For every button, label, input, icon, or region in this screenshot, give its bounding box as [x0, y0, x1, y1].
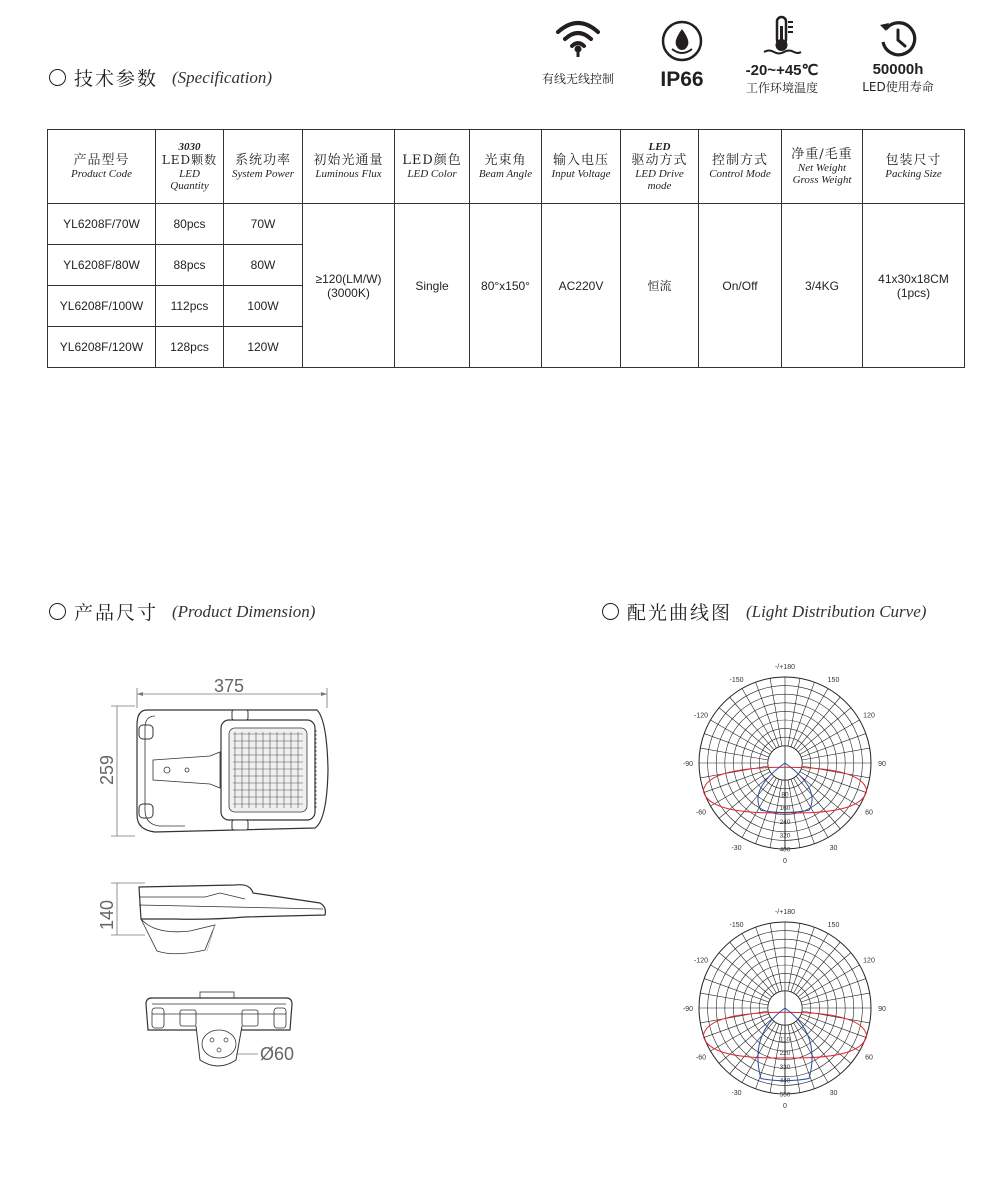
grid-spoke	[704, 769, 769, 793]
header-packing-size: 包装尺寸 Packing Size	[863, 130, 965, 204]
cell-system-power: 70W	[224, 204, 303, 245]
spec-header-row	[48, 130, 965, 204]
feature-temperature-label: 工作环境温度	[745, 81, 818, 95]
feature-wireless	[528, 18, 628, 87]
angle-label: 60	[865, 809, 873, 817]
grid-spoke	[770, 923, 782, 991]
feature-wireless-label: 有线无线控制	[541, 72, 614, 86]
wifi-icon	[553, 18, 603, 58]
section-bullet-icon	[602, 603, 619, 620]
angle-label: -30	[731, 1090, 742, 1098]
angle-label: -60	[695, 1054, 707, 1062]
light-distribution-chart-2	[680, 905, 890, 1115]
header-input-voltage: 输入电压 Input Voltage	[542, 130, 621, 204]
radial-value-label: 160	[779, 805, 791, 813]
feature-temperature-range: -20~+45℃	[745, 62, 819, 79]
grid-spoke	[788, 923, 800, 991]
angle-label: -150	[729, 676, 744, 684]
angle-label: 0	[783, 858, 787, 865]
side-view-drawing	[95, 875, 345, 965]
angle-label: -120	[693, 712, 709, 720]
angle-label: -90	[682, 1006, 694, 1013]
grid-spoke	[704, 734, 769, 758]
dimension-pole-label: Ø60	[260, 1044, 295, 1064]
dimension-height-label: 140	[97, 899, 117, 931]
cell-led-quantity: 80pcs	[156, 204, 224, 245]
angle-label: 120	[863, 957, 875, 965]
cell-product-code: YL6208F/70W	[48, 204, 156, 245]
cell-led-quantity: 128pcs	[156, 327, 224, 368]
grid-spoke	[802, 993, 870, 1005]
feature-temperature	[730, 14, 834, 96]
cell-weight: 3/4KG	[782, 204, 863, 368]
angle-label: -60	[695, 809, 707, 817]
spec-section-title	[49, 64, 272, 91]
thermometer-icon	[760, 14, 804, 58]
grid-spoke	[756, 682, 780, 747]
grid-spoke	[801, 979, 866, 1003]
grid-spoke	[788, 678, 800, 746]
radial-value-label: 220	[779, 1050, 791, 1058]
grid-spoke	[704, 979, 769, 1003]
angle-label: -/+180	[774, 664, 796, 671]
feature-lifetime-value: 50000h	[872, 61, 924, 78]
feature-lifetime	[846, 20, 950, 95]
cell-led-color: Single	[395, 204, 470, 368]
angle-label: 150	[827, 921, 840, 929]
angle-label: -150	[729, 921, 744, 929]
dimension-title-en: (Product Dimension)	[172, 601, 316, 621]
angle-label: 30	[829, 845, 838, 853]
curve-section-title	[602, 598, 926, 625]
curve-title-zh: 配光曲线图	[627, 602, 733, 624]
section-bullet-icon	[49, 603, 66, 620]
grid-spoke	[700, 993, 768, 1005]
cell-product-code: YL6208F/100W	[48, 286, 156, 327]
cell-beam-angle: 80°x150°	[470, 204, 542, 368]
header-led-color: LED颜色 LED Color	[395, 130, 470, 204]
radial-value-label: 240	[779, 818, 791, 826]
grid-spoke	[704, 1014, 769, 1038]
cell-system-power: 100W	[224, 286, 303, 327]
radial-value-label: 320	[779, 832, 791, 840]
cell-luminous-flux: ≥120(LM/W) (3000K)	[303, 204, 395, 368]
lifetime-clock-icon	[878, 20, 918, 58]
cell-system-power: 80W	[224, 245, 303, 286]
angle-label: 90	[878, 761, 886, 768]
cell-led-quantity: 112pcs	[156, 286, 224, 327]
table-row	[48, 204, 965, 245]
cell-product-code: YL6208F/120W	[48, 327, 156, 368]
header-control-mode: 控制方式 Control Mode	[699, 130, 782, 204]
angle-label: 90	[878, 1006, 886, 1013]
angle-label: -90	[682, 761, 694, 768]
dimension-depth-label: 259	[97, 754, 117, 786]
angle-label: 120	[863, 712, 875, 720]
feature-ip66	[642, 20, 722, 92]
header-beam-angle: 光束角 Beam Angle	[470, 130, 542, 204]
angle-label: 150	[827, 676, 840, 684]
angle-label: -/+180	[774, 909, 796, 916]
light-distribution-chart-1	[680, 660, 890, 870]
dimension-section-title	[49, 598, 315, 625]
header-weight: 净重/毛重 Net Weight Gross Weight	[782, 130, 863, 204]
grid-spoke	[791, 682, 815, 747]
cell-packing-size: 41x30x18CM (1pcs)	[863, 204, 965, 368]
grid-spoke	[801, 1014, 866, 1038]
section-bullet-icon	[49, 69, 66, 86]
header-product-code: 产品型号 Product Code	[48, 130, 156, 204]
grid-spoke	[770, 678, 782, 746]
cell-system-power: 120W	[224, 327, 303, 368]
radial-value-label: 550	[779, 1091, 791, 1099]
cell-product-code: YL6208F/80W	[48, 245, 156, 286]
radial-value-label: 330	[779, 1063, 791, 1071]
grid-spoke	[756, 927, 780, 992]
angle-label: 30	[829, 1090, 838, 1098]
grid-spoke	[700, 748, 768, 760]
angle-label: 60	[865, 1054, 873, 1062]
radial-value-label: 440	[779, 1077, 791, 1085]
radial-value-label: 110	[779, 1036, 791, 1044]
radial-value-label: 80	[781, 791, 789, 799]
header-drive-mode: LED 驱动方式 LED Drive mode	[621, 130, 699, 204]
front-view-drawing	[140, 988, 320, 1078]
grid-spoke	[802, 748, 870, 760]
spec-title-en: (Specification)	[172, 67, 273, 87]
waterproof-icon	[661, 20, 703, 62]
cell-input-voltage: AC220V	[542, 204, 621, 368]
header-system-power: 系统功率 System Power	[224, 130, 303, 204]
header-luminous-flux: 初始光通量 Luminous Flux	[303, 130, 395, 204]
grid-spoke	[801, 769, 866, 793]
cell-control-mode: On/Off	[699, 204, 782, 368]
grid-spoke	[801, 734, 866, 758]
feature-ip66-label: IP66	[660, 68, 704, 91]
cell-led-quantity: 88pcs	[156, 245, 224, 286]
spec-table	[47, 129, 965, 368]
spec-title-zh: 技术参数	[74, 68, 159, 90]
angle-label: 0	[783, 1103, 787, 1110]
dimension-width-label: 375	[213, 676, 245, 696]
cell-drive-mode: 恒流	[621, 204, 699, 368]
angle-label: -30	[731, 845, 742, 853]
dimension-title-zh: 产品尺寸	[74, 602, 159, 624]
angle-label: -120	[693, 957, 709, 965]
radial-value-label: 400	[779, 846, 791, 854]
feature-lifetime-label: LED使用寿命	[862, 80, 934, 94]
curve-title-en: (Light Distribution Curve)	[746, 601, 927, 621]
header-led-quantity: 3030 LED颗数 LED Quantity	[156, 130, 224, 204]
top-view-drawing	[95, 670, 345, 845]
grid-spoke	[791, 927, 815, 992]
